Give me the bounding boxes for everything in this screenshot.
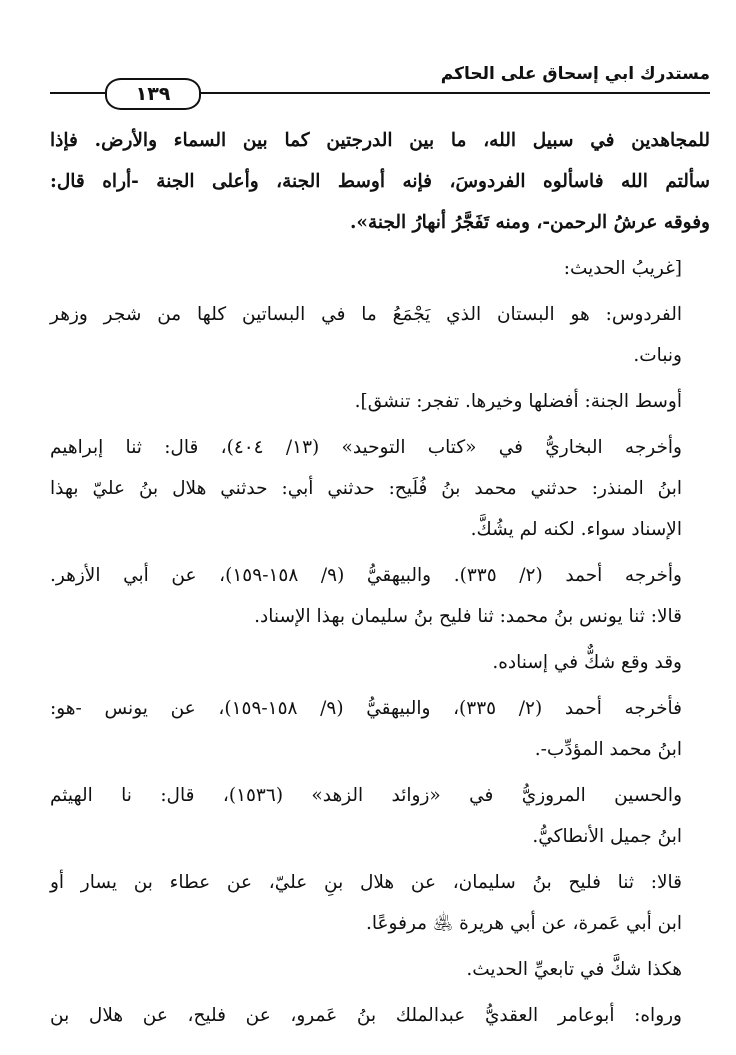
text-line: هكذا شكَّ في تابعيِّ الحديث.	[466, 959, 682, 980]
takhrij-paragraph	[50, 642, 710, 683]
text-line: الفردوس: هو البستان الذي يَجْمَعُ ما في البساتين كلها من شجر وزهر	[50, 304, 682, 325]
text-line: ابن أبي عَمرة، عن أبي هريرة ﵁ مرفوعًا.	[366, 913, 682, 934]
text-line: والحسين المروزيُّ في «زوائد الزهد» (١٥٣٦)، قال: نا الهيثم	[50, 785, 682, 806]
text-line: أوسط الجنة: أفضلها وخيرها. تفجر: تنشق].	[354, 391, 682, 412]
text-line: ابنُ جميل الأنطاكيُّ.	[532, 826, 682, 847]
text-line: وقد وقع شكٌّ في إسناده.	[492, 652, 682, 673]
takhrij-paragraph	[50, 688, 710, 770]
text-line: وأخرجه البخاريُّ في «كتاب التوحيد» (١٣/ ٤٠٤)، قال: ثنا إبراهيم	[50, 437, 682, 458]
text-line: ونبات.	[633, 345, 682, 366]
text-line: سألتم الله فاسألوه الفردوسَ، فإنه أوسط الجنة، وأعلى الجنة -أراه قال:	[50, 171, 710, 192]
text-line: وأخرجه أحمد (٢/ ٣٣٥). والبيهقيُّ (٩/ ١٥٨-١٥٩)، عن أبي الأزهر.	[50, 565, 682, 586]
takhrij-paragraph	[50, 995, 710, 1036]
text-line: قالا: ثنا فليح بنُ سليمان، عن هلال بنِ عليّ، عن عطاء بن يسار أو	[50, 872, 682, 893]
text-line: وفوقه عرشُ الرحمن-، ومنه تَفَجَّرُ أنهارُ الجنة».	[349, 212, 710, 233]
hadith-text-paragraph	[50, 120, 710, 243]
page-body	[50, 120, 710, 1041]
text-line: الإسناد سواء. لكنه لم يشُكَّ.	[470, 519, 682, 540]
running-title: مستدرك ابي إسحاق على الحاكم	[440, 64, 710, 84]
takhrij-paragraph	[50, 775, 710, 857]
gharib-paragraph	[50, 294, 710, 376]
gharib-heading	[50, 248, 710, 289]
takhrij-paragraph	[50, 862, 710, 944]
text-line: [غريبُ الحديث:	[563, 258, 682, 279]
text-line: ورواه: أبوعامر العقديُّ عبدالملك بنُ عَمرو، عن فليح، عن هلال بن	[50, 1005, 682, 1026]
text-line: ابنُ المنذر: حدثني محمد بنُ فُلَيح: حدثني أبي: حدثني هلال بنُ عليّ بهذا	[50, 478, 682, 499]
page-header	[50, 60, 710, 110]
text-line: للمجاهدين في سبيل الله، ما بين الدرجتين كما بين السماء والأرض. فإذا	[50, 130, 710, 151]
text-line: قالا: ثنا يونس بنُ محمد: ثنا فليح بنُ سليمان بهذا الإسناد.	[254, 606, 682, 627]
takhrij-paragraph	[50, 427, 710, 550]
text-line: ابنُ محمد المؤدِّب-.	[534, 739, 682, 760]
text-line: فأخرجه أحمد (٢/ ٣٣٥)، والبيهقيُّ (٩/ ١٥٨-١٥٩)، عن يونس -هو:	[50, 698, 682, 719]
page-number-badge: ١٣٩	[105, 78, 201, 110]
takhrij-paragraph	[50, 555, 710, 637]
takhrij-paragraph	[50, 949, 710, 990]
gharib-paragraph	[50, 381, 710, 422]
